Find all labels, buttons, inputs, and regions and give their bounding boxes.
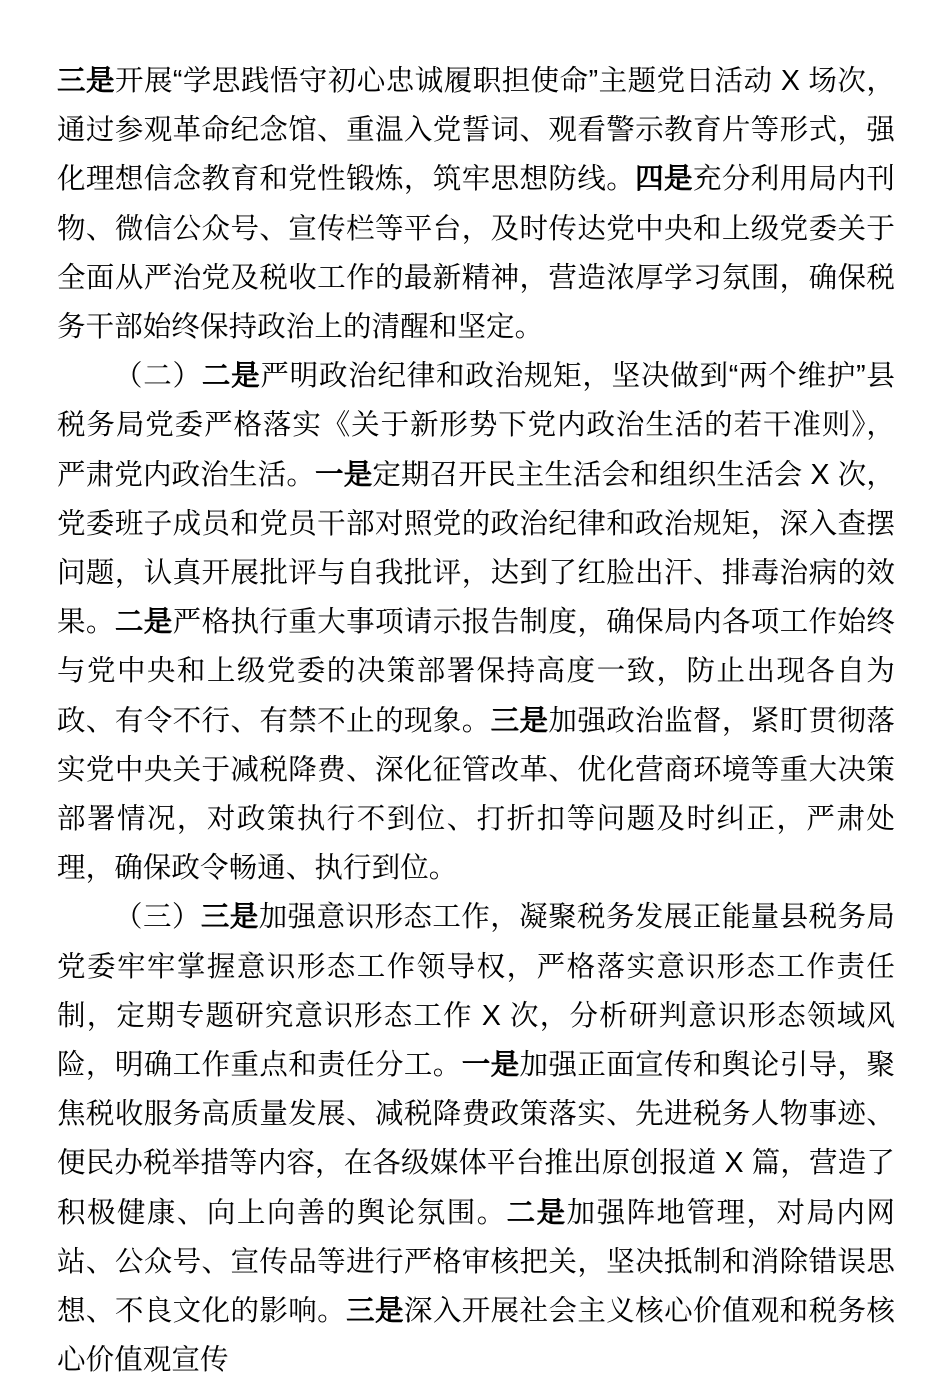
emphasis-marker: 二是 [506, 1196, 567, 1229]
emphasis-marker: 四是 [635, 163, 693, 196]
paragraph-text: 加强意识形态工作，凝聚税务发展正能量县税务局党委牢牢掌握意识形态工作领导权，严格落实意识形态工作责任制，定期专题研究意识形态工作 X 次，分析研判意识形态领域风险，明确工作重点和责任分工。 [57, 901, 896, 1082]
paragraph-text: 严明政治纪律和政治规矩，坚决做到“两个维护”县税务局党委严格落实《关于新形势下党内政治生活的若干准则》，严肃党内政治生活。 [57, 360, 895, 491]
paragraph-text: 加强正面宣传和舆论引导，聚焦税收服务高质量发展、减税降费政策落实、先进税务人物事迹、便民办税举措等内容，在各级媒体平台推出原创报道 X 篇，营造了积极健康、向上向善的舆论氛围。 [57, 1049, 896, 1229]
emphasis-marker: 三是 [200, 901, 259, 934]
paragraph-text: （三） [114, 901, 201, 934]
paragraph-text: （二） [114, 360, 202, 393]
emphasis-marker: 二是 [114, 606, 173, 639]
emphasis-marker: 三是 [57, 65, 115, 97]
emphasis-marker: 三是 [490, 704, 549, 737]
emphasis-marker: 一是 [315, 458, 373, 491]
document-paragraph [57, 57, 895, 352]
paragraph-text: 加强政治监督，紧盯贯彻落实党中央关于减税降费、深化征管改革、优化营商环境等重大决策部署情况，对政策执行不到位、打折扣等问题及时纠正，严肃处理，确保政令畅通、执行到位。 [57, 704, 896, 885]
paragraph-text: 严格执行重大事项请示报告制度，确保局内各项工作始终与党中央和上级党委的决策部署保持高度一致，防止出现各自为政、有令不行、有禁不止的现象。 [57, 606, 896, 737]
paragraph-text: 深入开展社会主义核心价值观和税务核心价值观宣传 [57, 1295, 896, 1377]
document-paragraph [57, 893, 895, 1385]
emphasis-marker: 三是 [346, 1295, 404, 1328]
paragraph-text: 开展“学思践悟守初心忠诚履职担使命”主题党日活动 X 场次，通过参观革命纪念馆、重温入党誓词、观看警示教育片等形式，强化理想信念教育和党性锻炼，筑牢思想防线。 [57, 65, 895, 196]
emphasis-marker: 一是 [461, 1049, 520, 1082]
document-body [57, 57, 895, 1385]
paragraph-text: 定期召开民主生活会和组织生活会 X 次，党委班子成员和党员干部对照党的政治纪律和政治规矩，深入查摆问题，认真开展批评与自我批评，达到了红脸出汗、排毒治病的效果。 [57, 458, 895, 639]
document-paragraph [57, 352, 895, 893]
paragraph-text: 加强阵地管理，对局内网站、公众号、宣传品等进行严格审核把关，坚决抵制和消除错误思想、不良文化的影响。 [57, 1196, 895, 1328]
paragraph-text: 充分利用局内刊物、微信公众号、宣传栏等平台，及时传达党中央和上级党委关于全面从严治党及税收工作的最新精神，营造浓厚学习氛围，确保税务干部始终保持政治上的清醒和坚定。 [57, 163, 896, 344]
emphasis-marker: 二是 [201, 360, 261, 393]
